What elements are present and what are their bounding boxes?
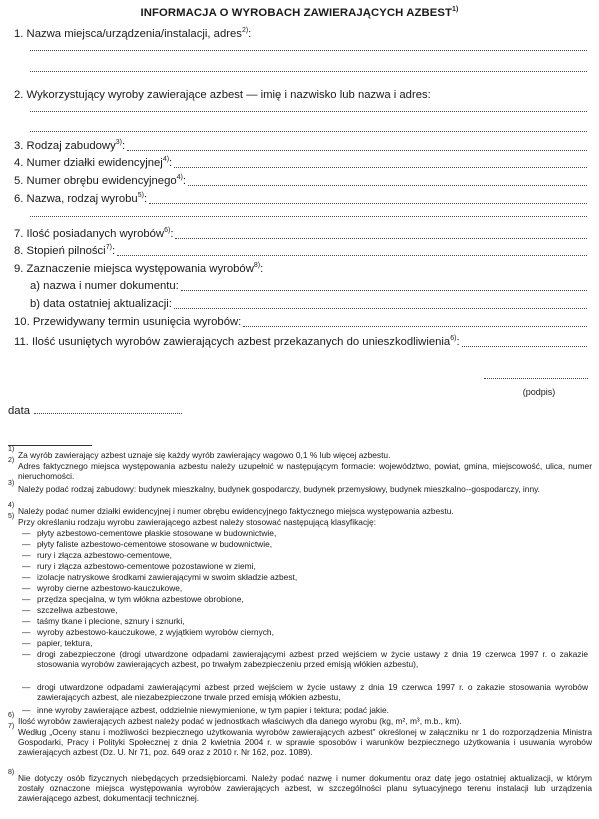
classification-item: — szczeliwa azbestowe, (22, 605, 118, 615)
fill-line-product-type-1[interactable] (149, 193, 587, 204)
classification-item: — wyroby azbestowo-kauczukowe, z wyjątkiem wyrobów ciernych, (22, 627, 274, 637)
field-removal-date: 10. Przewidywany termin usunięcia wyrobów: (14, 315, 587, 329)
classification-item: — papier, tektura, (22, 638, 93, 648)
classification-item: — płyty azbestowo-cementowe płaskie stosowane w budownictwie, (22, 528, 277, 538)
signature-label: (podpis) (522, 387, 556, 397)
fill-line-product-type-2[interactable] (30, 216, 587, 217)
fill-line-removal-date[interactable] (243, 316, 587, 327)
footnote-separator (8, 445, 92, 446)
fill-line-plot-number[interactable] (174, 157, 587, 168)
fill-line-user-1[interactable] (30, 111, 587, 112)
fill-line-user-2[interactable] (30, 131, 587, 132)
footnote-3: 3) Należy podać rodzaj zabudowy: budynek mieszkalny, budynek gospodarczy, budynek przemysłowy, budynek mieszkalno--gospodarczy, inny. (8, 480, 540, 494)
fill-line-building-type[interactable] (127, 140, 587, 151)
field-location-marking: 9. Zaznaczenie miejsca występowania wyrobów$^{8)}$: (14, 262, 264, 275)
classification-item: — taśmy tkane i plecione, sznury i sznurki, (22, 616, 185, 626)
field-document-name: a) nazwa i numer dokumentu: (30, 279, 587, 293)
footnote-2: 2) Adres faktycznego miejsca występowania azbestu należy uzupełnić w następującym formacie: województwo, powiat, gmina, miejscowość, ulica, numer nieruchomości. (8, 457, 592, 482)
fill-line-document-name[interactable] (181, 280, 587, 291)
classification-item: — płyty faliste azbestowo-cementowe stosowane w budownictwie, (22, 539, 273, 549)
footnote-1: 1) Za wyrób zawierający azbest uznaje się każdy wyrób zawierający wagowo 0,1 % lub więcej azbestu. (8, 446, 391, 460)
signature-line[interactable] (484, 378, 588, 379)
form-title: INFORMACJA O WYROBACH ZAWIERAJĄCYCH AZBEST$^{1)}$ (140, 6, 459, 19)
field-urgency: 8. Stopień pilności$^{7)}$: (14, 244, 587, 258)
classification-item: — inne wyroby zawierające azbest, oddzielnie niewymienione, w tym papier i tektura; podać jakie. (22, 705, 389, 715)
field-removed-quantity: 11. Ilość usuniętych wyrobów zawierających azbest przekazanych do unieszkodliwienia$^{6)}$: (14, 335, 587, 349)
field-precinct-number: 5. Numer obrębu ewidencyjnego$^{4)}$: (14, 174, 587, 188)
fill-line-urgency[interactable] (117, 245, 587, 256)
fill-line-removed-quantity[interactable] (462, 336, 587, 347)
field-plot-number: 4. Numer działki ewidencyjnej$^{4)}$: (14, 156, 587, 170)
date-row (8, 404, 182, 417)
field-last-update: b) data ostatniej aktualizacji: (30, 297, 587, 311)
fill-line-last-update[interactable] (174, 298, 587, 309)
classification-item: — izolacje natryskowe środkami zawierającymi w swoim składzie azbest, (22, 572, 298, 582)
fill-line-location-2[interactable] (30, 71, 587, 72)
field-building-type: 3. Rodzaj zabudowy$^{3)}$: (14, 139, 587, 153)
field-user: 2. Wykorzystujący wyroby zawierające azbest — imię i nazwisko lub nazwa i adres: (14, 89, 431, 101)
footnote-4: 4) Należy podać numer działki ewidencyjnej i numer obrębu ewidencyjnego faktycznego miejsca występowania azbestu. (8, 502, 454, 516)
footnote-7: 7) Według „Oceny stanu i możliwości bezpiecznego użytkowania wyrobów zawierających azbest” określonej w załączniku nr 1 do rozporządzenia Ministra Gospodarki, Pracy i Polityki Społecznej z dnia 2 kwietnia 2004 r. w sprawie sposobów i warunków bezpiecznego użytkowania i usuwania wyrobów zawierających azbest (Dz. U. Nr 71, poz. 649 oraz z 2010 r. Nr 162, poz. 1089). (8, 723, 592, 758)
classification-item: — wyroby cierne azbestowo-kauczukowe, (22, 583, 183, 593)
fill-line-quantity[interactable] (175, 228, 587, 239)
classification-item: — przędza specjalna, w tym włókna azbestowe obrobione, (22, 594, 244, 604)
fill-line-location-1[interactable] (30, 50, 587, 51)
field-quantity: 7. Ilość posiadanych wyrobów$^{6)}$: (14, 227, 587, 241)
fill-line-precinct-number[interactable] (188, 175, 587, 186)
date-label: data (8, 405, 30, 417)
footnote-8: 8) Nie dotyczy osób fizycznych niebędących przedsiębiorcami. Należy podać nazwę i numer dokumentu oraz datę jego ostatniej aktualizacji, w którym zostały oznaczone miejsca występowania wyrobów zawierających azbest, w szczególności planu sytuacyjnego terenu instalacji lub urządzenia zawierającego azbest, dokumentacji technicznej. (8, 769, 592, 804)
classification-item: — drogi zabezpieczone (drogi utwardzone odpadami zawierającymi azbest przed wejściem w życie ustawy z dnia 19 czerwca 1997 r. o zakazie stosowania wyrobów zawierających azbest, po trwałym zabezpieczeniu przed emisją włókien azbestu), (22, 649, 588, 670)
classification-item: — drogi utwardzone odpadami zawierającymi azbest przed wejściem w życie ustawy z dnia 19 czerwca 1997 r. o zakazie stosowania wyrobów zawierających azbest, ale niezabezpieczone trwale przed emisją włókien azbestu, (22, 682, 588, 703)
footnote-5: 5) Przy określaniu rodzaju wyrobu zawierającego azbest należy stosować następującą klasyfikację: (8, 513, 376, 527)
classification-item: — rury i złącza azbestowo-cementowe pozostawione w ziemi, (22, 561, 256, 571)
field-product-type: 6. Nazwa, rodzaj wyrobu$^{5)}$: (14, 192, 587, 206)
classification-item: — rury i złącza azbestowo-cementowe, (22, 550, 172, 560)
field-location: 1. Nazwa miejsca/urządzenia/instalacji, adres$^{2)}$: (14, 27, 252, 40)
date-line[interactable] (34, 404, 182, 414)
footnote-6: 6) Ilość wyrobów zawierających azbest należy podać w jednostkach właściwych dla danego wyrobu (kg, m², m³, m.b., km). (8, 712, 462, 726)
